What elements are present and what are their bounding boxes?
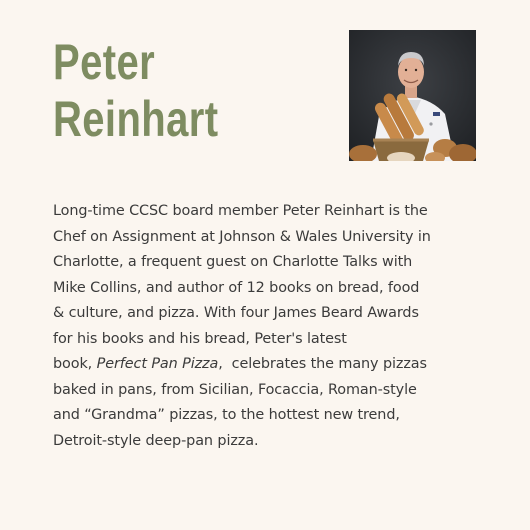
bio-book-prefix: book, <box>53 356 97 372</box>
chef-photo <box>349 30 476 161</box>
bio-line: baked in pans, from Sicilian, Focaccia, Roman-style <box>53 381 417 398</box>
bio-book-suffix: , celebrates the many pizzas <box>218 356 427 372</box>
person-name <box>53 34 218 148</box>
bio-line: Long-time CCSC board member Peter Reinhart is the <box>53 203 428 219</box>
bio-line: and “Grandma” pizzas, to the hottest new trend, <box>53 407 400 423</box>
bio-line: Mike Collins, and author of 12 books on bread, food <box>53 279 420 296</box>
bio-line: Detroit-style deep-pan pizza. <box>53 432 259 449</box>
bio-paragraph <box>53 199 493 454</box>
chef-illustration <box>349 30 476 161</box>
bio-line: Charlotte, a frequent guest on Charlotte Talks with <box>53 254 413 270</box>
bio-line: Chef on Assignment at Johnson & Wales University in <box>53 228 431 245</box>
bio-line: for his books and his bread, Peter's latest <box>53 330 347 347</box>
name-last: Reinhart <box>53 91 219 147</box>
bio-line: & culture, and pizza. With four James Beard Awards <box>53 305 419 321</box>
book-title: Perfect Pan Pizza <box>96 356 219 372</box>
name-first: Peter <box>53 34 156 90</box>
bio-line-book <box>53 352 493 378</box>
